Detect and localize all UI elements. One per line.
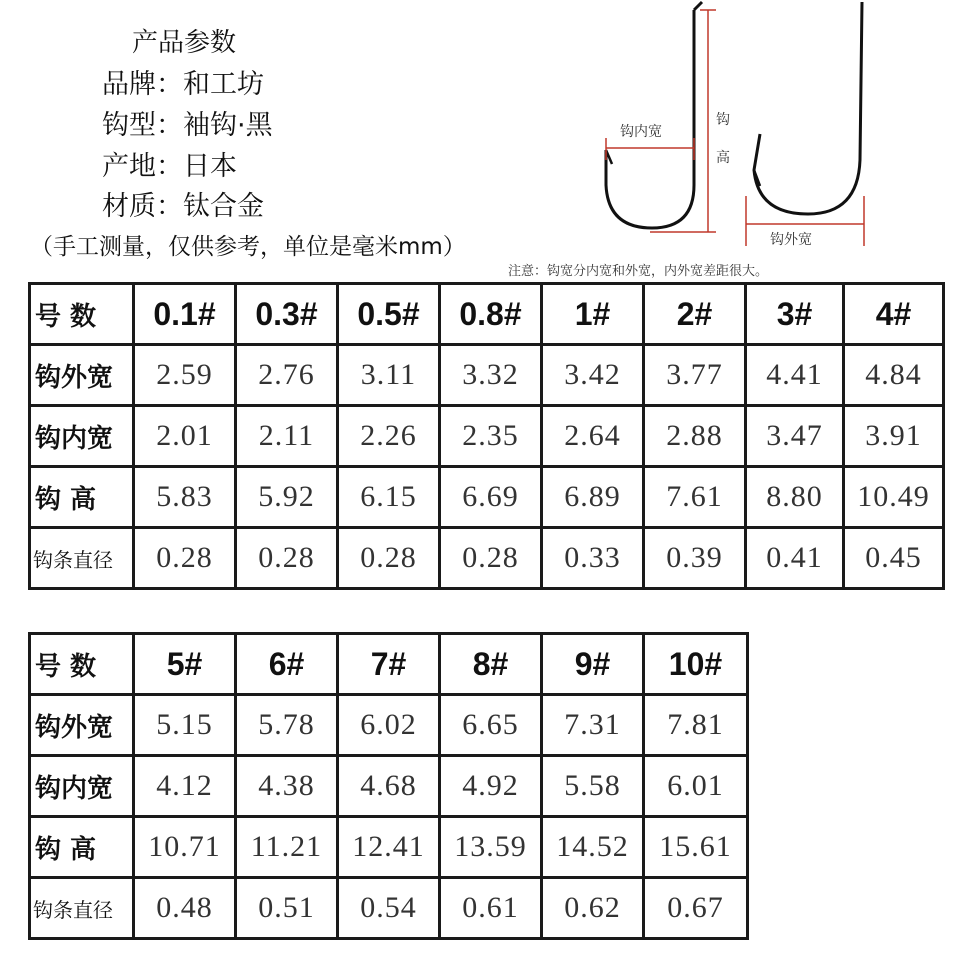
table-row-sizes xyxy=(30,634,748,695)
value-cell: 7.81 xyxy=(644,695,748,756)
value-cell: 2.26 xyxy=(338,406,440,467)
hook-diagram xyxy=(508,0,960,280)
value-cell: 2.01 xyxy=(134,406,236,467)
size-cell: 0.8# xyxy=(440,284,542,345)
value-cell: 2.35 xyxy=(440,406,542,467)
value-cell: 0.33 xyxy=(542,528,644,589)
value-cell: 0.45 xyxy=(844,528,944,589)
value-cell: 0.41 xyxy=(746,528,844,589)
diagram-notice: 注意：钩宽分内宽和外宽，内外宽差距很大。 xyxy=(508,264,769,279)
value-cell: 10.71 xyxy=(134,817,236,878)
row-label: 钩内宽 xyxy=(30,756,134,817)
value-cell: 4.68 xyxy=(338,756,440,817)
size-cell: 9# xyxy=(542,634,644,695)
size-cell: 5# xyxy=(134,634,236,695)
value-cell: 7.61 xyxy=(644,467,746,528)
value-cell: 0.48 xyxy=(134,878,236,939)
value-cell: 6.15 xyxy=(338,467,440,528)
value-cell: 12.41 xyxy=(338,817,440,878)
table-row-height xyxy=(30,817,748,878)
size-cell: 0.1# xyxy=(134,284,236,345)
value-cell: 14.52 xyxy=(542,817,644,878)
hook-shape-right xyxy=(754,2,862,214)
size-cell: 0.3# xyxy=(236,284,338,345)
value-cell: 0.67 xyxy=(644,878,748,939)
value-cell: 4.38 xyxy=(236,756,338,817)
row-label: 钩外宽 xyxy=(30,345,134,406)
material-line: 材质：钛合金 xyxy=(102,191,264,222)
size-cell: 7# xyxy=(338,634,440,695)
size-table-1 xyxy=(28,282,945,590)
size-table-2 xyxy=(28,632,749,940)
outer-width-label: 钩外宽 xyxy=(770,232,812,248)
size-cell: 0.5# xyxy=(338,284,440,345)
value-cell: 5.92 xyxy=(236,467,338,528)
value-cell: 13.59 xyxy=(440,817,542,878)
value-cell: 6.01 xyxy=(644,756,748,817)
size-cell: 4# xyxy=(844,284,944,345)
value-cell: 15.61 xyxy=(644,817,748,878)
height-label-2: 高 xyxy=(716,150,730,166)
hook-type-line: 钩型：袖钩·黑 xyxy=(102,110,273,141)
size-cell: 2# xyxy=(644,284,746,345)
table-row-wire-diameter xyxy=(30,528,944,589)
row-label: 钩条直径 xyxy=(30,528,134,589)
value-cell: 3.77 xyxy=(644,345,746,406)
value-cell: 6.02 xyxy=(338,695,440,756)
value-cell: 0.28 xyxy=(236,528,338,589)
value-cell: 5.58 xyxy=(542,756,644,817)
value-cell: 5.83 xyxy=(134,467,236,528)
specs-title: 产品参数 xyxy=(132,28,237,58)
row-label: 钩外宽 xyxy=(30,695,134,756)
value-cell: 5.78 xyxy=(236,695,338,756)
value-cell: 2.88 xyxy=(644,406,746,467)
height-label-1: 钩 xyxy=(716,112,730,128)
size-header: 号 数 xyxy=(30,634,134,695)
value-cell: 6.65 xyxy=(440,695,542,756)
value-cell: 5.15 xyxy=(134,695,236,756)
inner-width-label: 钩内宽 xyxy=(620,124,662,140)
value-cell: 4.84 xyxy=(844,345,944,406)
value-cell: 4.41 xyxy=(746,345,844,406)
value-cell: 0.39 xyxy=(644,528,746,589)
value-cell: 10.49 xyxy=(844,467,944,528)
row-label: 钩条直径 xyxy=(30,878,134,939)
value-cell: 3.32 xyxy=(440,345,542,406)
value-cell: 3.47 xyxy=(746,406,844,467)
size-cell: 10# xyxy=(644,634,748,695)
size-header: 号 数 xyxy=(30,284,134,345)
product-specs xyxy=(0,0,520,270)
value-cell: 0.51 xyxy=(236,878,338,939)
table-row-outer-width xyxy=(30,695,748,756)
value-cell: 0.62 xyxy=(542,878,644,939)
size-cell: 8# xyxy=(440,634,542,695)
size-cell: 6# xyxy=(236,634,338,695)
value-cell: 11.21 xyxy=(236,817,338,878)
table-row-inner-width xyxy=(30,756,748,817)
hook-illustration xyxy=(590,0,960,260)
value-cell: 3.11 xyxy=(338,345,440,406)
value-cell: 6.89 xyxy=(542,467,644,528)
value-cell: 2.11 xyxy=(236,406,338,467)
table-row-sizes xyxy=(30,284,944,345)
row-label: 钩 高 xyxy=(30,467,134,528)
size-cell: 3# xyxy=(746,284,844,345)
measurement-note: （手工测量，仅供参考，单位是毫米mm） xyxy=(30,234,466,260)
value-cell: 0.28 xyxy=(338,528,440,589)
value-cell: 4.12 xyxy=(134,756,236,817)
size-cell: 1# xyxy=(542,284,644,345)
value-cell: 2.64 xyxy=(542,406,644,467)
value-cell: 4.92 xyxy=(440,756,542,817)
value-cell: 2.76 xyxy=(236,345,338,406)
value-cell: 2.59 xyxy=(134,345,236,406)
value-cell: 0.54 xyxy=(338,878,440,939)
value-cell: 0.61 xyxy=(440,878,542,939)
table-row-height xyxy=(30,467,944,528)
value-cell: 8.80 xyxy=(746,467,844,528)
table-row-outer-width xyxy=(30,345,944,406)
value-cell: 3.42 xyxy=(542,345,644,406)
value-cell: 7.31 xyxy=(542,695,644,756)
hook-shape-left xyxy=(606,10,694,228)
brand-line: 品牌：和工坊 xyxy=(102,69,264,100)
table-row-wire-diameter xyxy=(30,878,748,939)
row-label: 钩 高 xyxy=(30,817,134,878)
value-cell: 3.91 xyxy=(844,406,944,467)
table-row-inner-width xyxy=(30,406,944,467)
value-cell: 6.69 xyxy=(440,467,542,528)
value-cell: 0.28 xyxy=(440,528,542,589)
row-label: 钩内宽 xyxy=(30,406,134,467)
origin-line: 产地：日本 xyxy=(102,151,237,182)
value-cell: 0.28 xyxy=(134,528,236,589)
